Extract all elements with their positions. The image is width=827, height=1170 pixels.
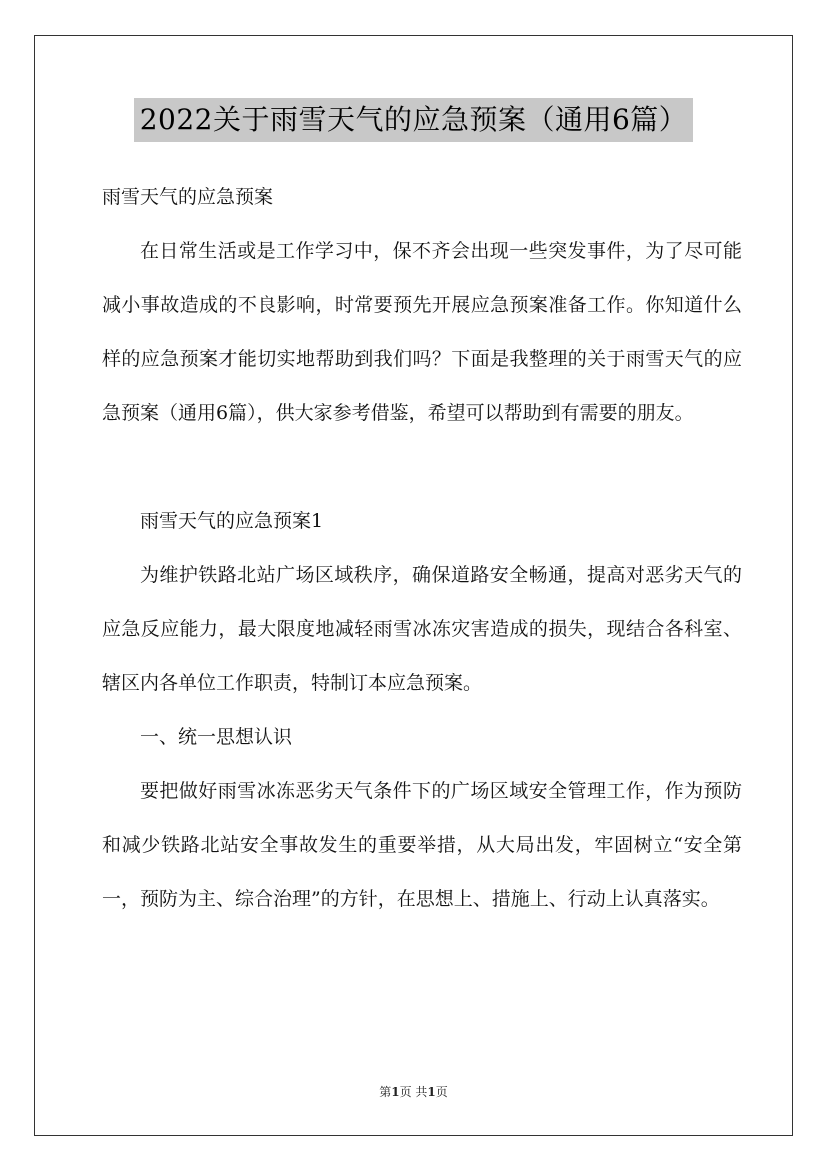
item1-paragraph: 要把做好雨雪冰冻恶劣天气条件下的广场区域安全管理工作，作为预防和减少铁路北站安全事故发生的重要举措，从大局出发，牢固树立“安全第一，预防为主、综合治理”的方针，在思想上、措施上、行动上认真落实。 — [102, 780, 742, 910]
footer-page-suffix: 页 — [435, 1085, 448, 1099]
section-heading: 雨雪天气的应急预案 — [102, 186, 274, 208]
document-body — [102, 170, 742, 926]
title-wrap — [0, 98, 827, 142]
item1-heading: 一、统一思想认识 — [140, 726, 293, 748]
document-title: 2022关于雨雪天气的应急预案（通用6篇） — [134, 98, 694, 142]
footer-page-prefix: 第 — [379, 1085, 392, 1099]
paragraph-spacer — [102, 440, 742, 494]
page-footer — [0, 1083, 827, 1100]
footer-page-mid: 页 共 — [399, 1085, 428, 1099]
plan1-paragraph: 为维护铁路北站广场区域秩序，确保道路安全畅通，提高对恶劣天气的应急反应能力，最大限度地减轻雨雪冰冻灾害造成的损失，现结合各科室、辖区内各单位工作职责，特制订本应急预案。 — [102, 564, 742, 694]
plan1-heading: 雨雪天气的应急预案1 — [140, 510, 324, 532]
intro-paragraph: 在日常生活或是工作学习中，保不齐会出现一些突发事件，为了尽可能减小事故造成的不良影响，时常要预先开展应急预案准备工作。你知道什么样的应急预案才能切实地帮助到我们吗？下面是我整理的关于雨雪天气的应急预案（通用6篇），供大家参考借鉴，希望可以帮助到有需要的朋友。 — [102, 240, 742, 424]
footer-page-total: 1 — [427, 1085, 436, 1099]
footer-page-current: 1 — [391, 1085, 400, 1099]
